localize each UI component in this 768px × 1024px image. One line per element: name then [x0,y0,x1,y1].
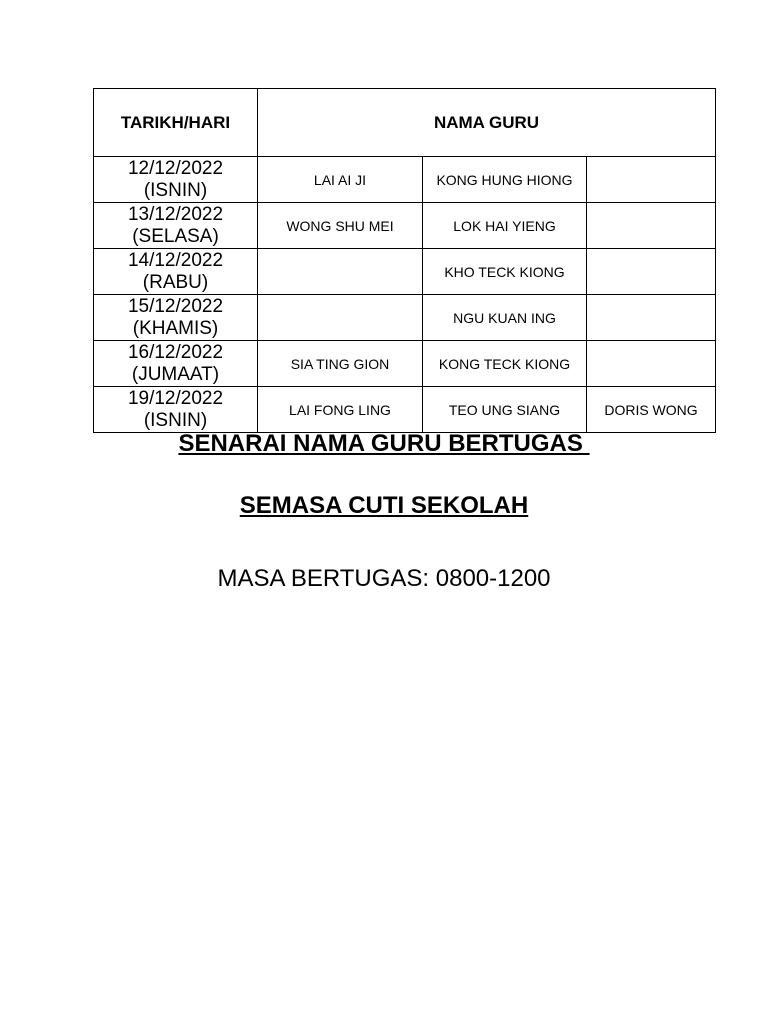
date-cell [94,203,258,249]
teacher-cell: KHO TECK KIONG [423,249,587,295]
date-cell [94,341,258,387]
table-row [94,341,716,387]
teacher-cell: SIA TING GION [258,341,423,387]
date-text: 14/12/2022 [127,249,224,271]
day-text: (JUMAAT) [131,363,220,385]
date-text: 16/12/2022 [127,341,224,363]
teacher-cell [258,295,423,341]
date-text: 13/12/2022 [127,203,224,225]
document-title: SENARAI NAMA GURU BERTUGAS [178,430,590,457]
day-text: (ISNIN) [143,179,208,201]
teacher-cell: LAI AI JI [258,157,423,203]
duty-time-text: MASA BERTUGAS: 0800-1200 [217,565,551,592]
date-cell [94,387,258,433]
table-row [94,249,716,295]
date-text: 19/12/2022 [127,387,224,409]
teacher-cell [587,157,716,203]
teacher-cell: LAI FONG LING [258,387,423,433]
teacher-cell: KONG TECK KIONG [423,341,587,387]
duty-roster-table [93,88,716,433]
teacher-cell [587,203,716,249]
day-text: (KHAMIS) [132,317,219,339]
teacher-cell: KONG HUNG HIONG [423,157,587,203]
day-text: (ISNIN) [143,409,208,431]
date-cell [94,295,258,341]
table-row [94,157,716,203]
teacher-cell: WONG SHU MEI [258,203,423,249]
table-row [94,203,716,249]
table-header-row [94,89,716,157]
day-text: (RABU) [142,271,209,293]
document-subtitle: SEMASA CUTI SEKOLAH [239,492,529,519]
table-row [94,387,716,433]
header-teacher-names: NAMA GURU [258,89,716,157]
date-cell [94,249,258,295]
teacher-cell [587,341,716,387]
teacher-cell [587,295,716,341]
teacher-cell [587,249,716,295]
date-text: 12/12/2022 [127,157,224,179]
day-text: (SELASA) [132,225,219,247]
teacher-cell: NGU KUAN ING [423,295,587,341]
date-text: 15/12/2022 [127,295,224,317]
table-row [94,295,716,341]
teacher-cell: LOK HAI YIENG [423,203,587,249]
teacher-cell [258,249,423,295]
header-date: TARIKH/HARI [94,89,258,157]
teacher-cell: DORIS WONG [587,387,716,433]
date-cell [94,157,258,203]
teacher-cell: TEO UNG SIANG [423,387,587,433]
